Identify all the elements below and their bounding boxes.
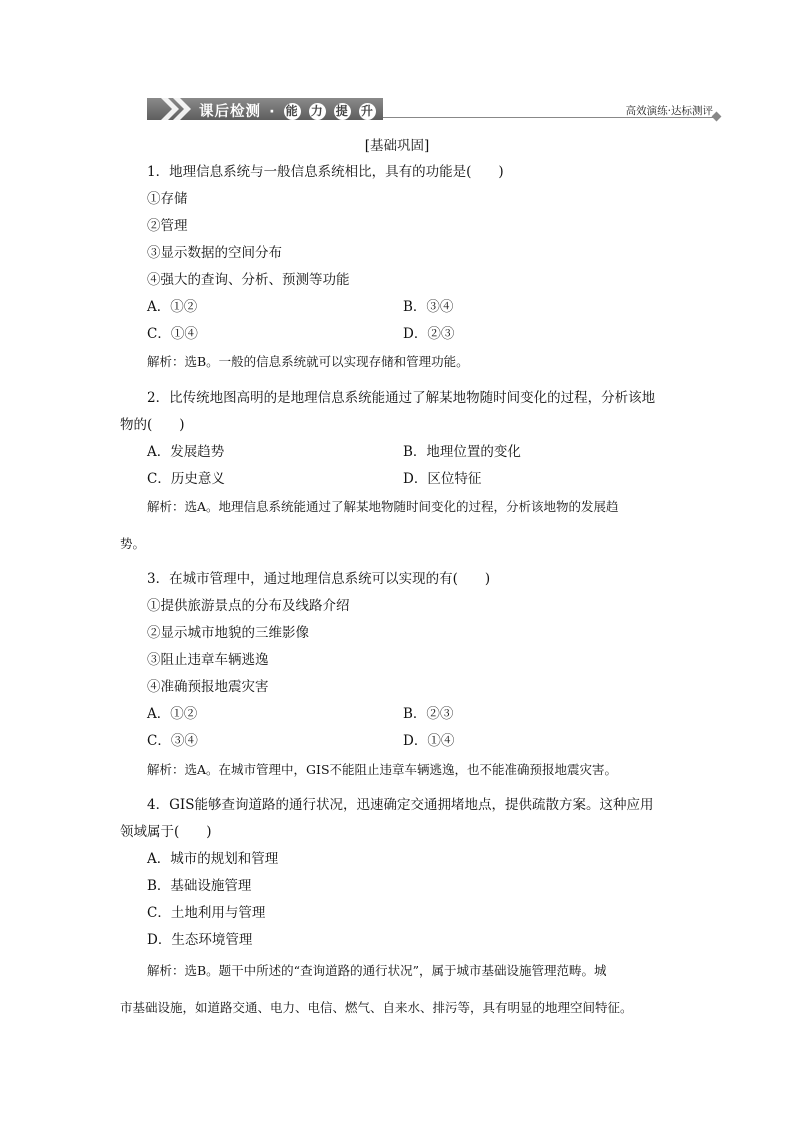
- answer-choice: B．③④: [403, 299, 454, 315]
- answer-choice: C．③④: [147, 733, 198, 749]
- banner-char: 升: [360, 104, 374, 118]
- question-stem: 2．比传统地图高明的是地理信息系统能通过了解某地物随时间变化的过程，分析该地: [147, 390, 656, 406]
- answer-choice: D．①④: [403, 733, 455, 749]
- option-item: ③显示数据的空间分布: [147, 245, 282, 261]
- option-item: ②管理: [147, 218, 188, 234]
- answer-choice: A．①②: [147, 706, 198, 722]
- page-header: [147, 98, 723, 124]
- question-stem: 领域属于( ): [120, 824, 212, 840]
- answer-choice: A．城市的规划和管理: [147, 851, 279, 867]
- answer-choice: B．②③: [403, 706, 454, 722]
- answer-choice: A．①②: [147, 299, 198, 315]
- analysis-text: 市基础设施，如道路交通、电力、电信、燃气、自来水、排污等，具有明显的地理空间特征。: [120, 1000, 633, 1015]
- banner-title: [199, 100, 378, 121]
- diamond-icon: [712, 112, 722, 122]
- answer-choice: D．区位特征: [403, 471, 482, 487]
- option-item: ①提供旅游景点的分布及线路介绍: [147, 598, 350, 614]
- analysis-text: 解析：选A。在城市管理中，GIS不能阻止违章车辆逃逸，也不能准确预报地震灾害。: [147, 762, 618, 777]
- answer-choice: C．土地利用与管理: [147, 905, 266, 921]
- option-item: ④准确预报地震灾害: [147, 679, 269, 695]
- banner-char: 能: [285, 104, 299, 118]
- option-item: ③阻止违章车辆逃逸: [147, 652, 269, 668]
- answer-choice: C．历史意义: [147, 471, 225, 487]
- banner-separator: ·: [269, 104, 276, 120]
- answer-choice: C．①④: [147, 326, 198, 342]
- question-stem: 物的( ): [120, 417, 185, 433]
- option-item: ④强大的查询、分析、预测等功能: [147, 272, 350, 288]
- option-item: ①存储: [147, 191, 188, 207]
- option-item: ②显示城市地貌的三维影像: [147, 625, 309, 641]
- answer-choice: A．发展趋势: [147, 444, 225, 460]
- answer-choice: B．地理位置的变化: [403, 444, 521, 460]
- answer-choice: D．②③: [403, 326, 455, 342]
- question-stem: 3．在城市管理中，通过地理信息系统可以实现的有( ): [147, 571, 491, 587]
- banner-char: 提: [335, 104, 349, 118]
- section-banner: [147, 98, 383, 120]
- question-stem: 4．GIS能够查询道路的通行状况，迅速确定交通拥堵地点，提供疏散方案。这种应用: [147, 797, 654, 813]
- banner-left-text: 课后检测: [199, 104, 261, 120]
- section-title: [基础巩固]: [364, 138, 430, 154]
- answer-choice: B．基础设施管理: [147, 878, 252, 894]
- double-chevron-icon: [159, 98, 195, 120]
- analysis-text: 解析：选B。题干中所述的“查询道路的通行状况”，属于城市基础设施管理范畴。城: [147, 963, 607, 978]
- analysis-text: 解析：选A。地理信息系统能通过了解某地物随时间变化的过程，分析该地物的发展趋: [147, 499, 619, 514]
- banner-char: 力: [310, 104, 324, 118]
- answer-choice: D．生态环境管理: [147, 932, 253, 948]
- analysis-text: 势。: [120, 536, 146, 551]
- question-stem: 1．地理信息系统与一般信息系统相比，具有的功能是( ): [147, 164, 504, 180]
- analysis-text: 解析：选B。一般的信息系统就可以实现存储和管理功能。: [147, 354, 469, 369]
- header-tagline: 高效演练·达标测评: [625, 105, 713, 117]
